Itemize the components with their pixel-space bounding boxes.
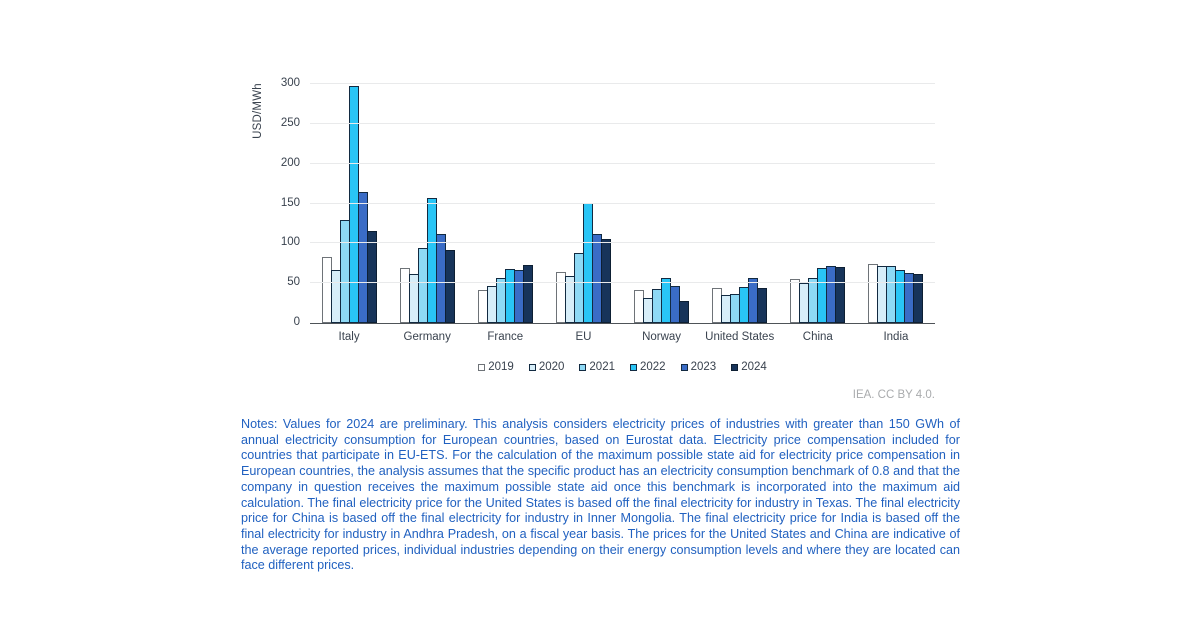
bar-group-eu [544, 84, 622, 323]
gridline [310, 242, 935, 243]
legend-swatch-icon [681, 364, 688, 371]
x-axis-label-china: China [802, 331, 833, 343]
legend-swatch-icon [579, 364, 586, 371]
chart-legend [310, 361, 935, 373]
bar-groups [310, 84, 935, 323]
bar-group-france [466, 84, 544, 323]
legend-item-2023 [681, 361, 717, 373]
gridline [310, 123, 935, 124]
legend-label: 2021 [589, 361, 615, 373]
y-axis-tick-label: 300 [280, 77, 300, 89]
bar-2024-china [835, 267, 845, 323]
y-axis-title: USD/MWh [252, 83, 264, 139]
y-axis-tick-label: 150 [280, 196, 300, 209]
bar-2024-germany [445, 250, 455, 323]
x-axis [310, 331, 935, 343]
legend-item-2022 [630, 361, 666, 373]
legend-swatch-icon [529, 364, 536, 371]
bar-2024-india [913, 274, 923, 323]
x-axis-label-eu: EU [575, 331, 592, 343]
gridline [310, 203, 935, 204]
y-axis-tick-label: 250 [280, 116, 300, 129]
notes-text: Notes: Values for 2024 are preliminary. This analysis considers electricity prices of industries with greater than 150 GWh of annual electricity consumption for European countries, based on Eurostat data. Electricity price compensation included for countries that participate in EU-ETS. For the calculation of the maximum possible state aid for electricity price compensation in European countries, the analysis assumes that the specific product has an electricity consumption benchmark of 0.8 and that the company in question receives the maximum possible state aid once this benchmark is incorporated into the maximum aid calculation. The final electricity price for the United States is based off the final electricity for industry in Texas. The final electricity price for China is based off the final electricity for industry in Inner Mongolia. The final electricity price for India is based off the final electricity for industry in Andhra Pradesh, on a fiscal year basis. The prices for the United States and China are indicative of the average reported prices, individual industries depending on their energy consumption levels and where they are located can face different prices. [241, 417, 960, 573]
y-axis-tick-label: 50 [287, 276, 300, 289]
x-axis-label-france: France [487, 331, 524, 343]
y-axis-tick-label: 200 [280, 156, 300, 169]
bar-group-italy [310, 84, 388, 323]
y-axis-tick-label: 0 [293, 316, 300, 328]
x-axis-label-india: India [883, 331, 909, 343]
gridline [310, 282, 935, 283]
legend-swatch-icon [478, 364, 485, 371]
bar-group-india [857, 84, 935, 323]
gridline [310, 83, 935, 84]
x-axis-label-germany: Germany [403, 331, 451, 343]
bar-2024-eu [601, 239, 611, 323]
bar-2024-norway [679, 301, 689, 323]
bar-2024-italy [367, 231, 377, 323]
legend-swatch-icon [731, 364, 738, 371]
license-credit: IEA. CC BY 4.0. [852, 389, 935, 401]
bar-2024-france [523, 265, 533, 323]
legend-item-2020 [529, 361, 565, 373]
legend-item-2021 [579, 361, 615, 373]
legend-label: 2019 [488, 361, 514, 373]
legend-label: 2020 [538, 361, 565, 373]
y-axis [240, 77, 300, 328]
bar-group-united-states [701, 84, 779, 323]
plot-area [310, 84, 935, 324]
bar-group-germany [388, 84, 466, 323]
y-axis-tick-label: 100 [280, 236, 300, 249]
bar-2024-united-states [757, 288, 767, 323]
bar-group-norway [623, 84, 701, 323]
x-axis-label-united-states: United States [705, 331, 775, 343]
legend-label: 2024 [741, 361, 767, 373]
x-axis-label-norway: Norway [642, 331, 682, 343]
gridline [310, 163, 935, 164]
legend-item-2019 [478, 361, 514, 373]
bar-group-china [779, 84, 857, 323]
legend-swatch-icon [630, 364, 637, 371]
legend-label: 2022 [640, 361, 666, 373]
legend-item-2024 [731, 361, 767, 373]
x-axis-label-italy: Italy [338, 331, 360, 343]
legend-label: 2023 [690, 361, 717, 373]
